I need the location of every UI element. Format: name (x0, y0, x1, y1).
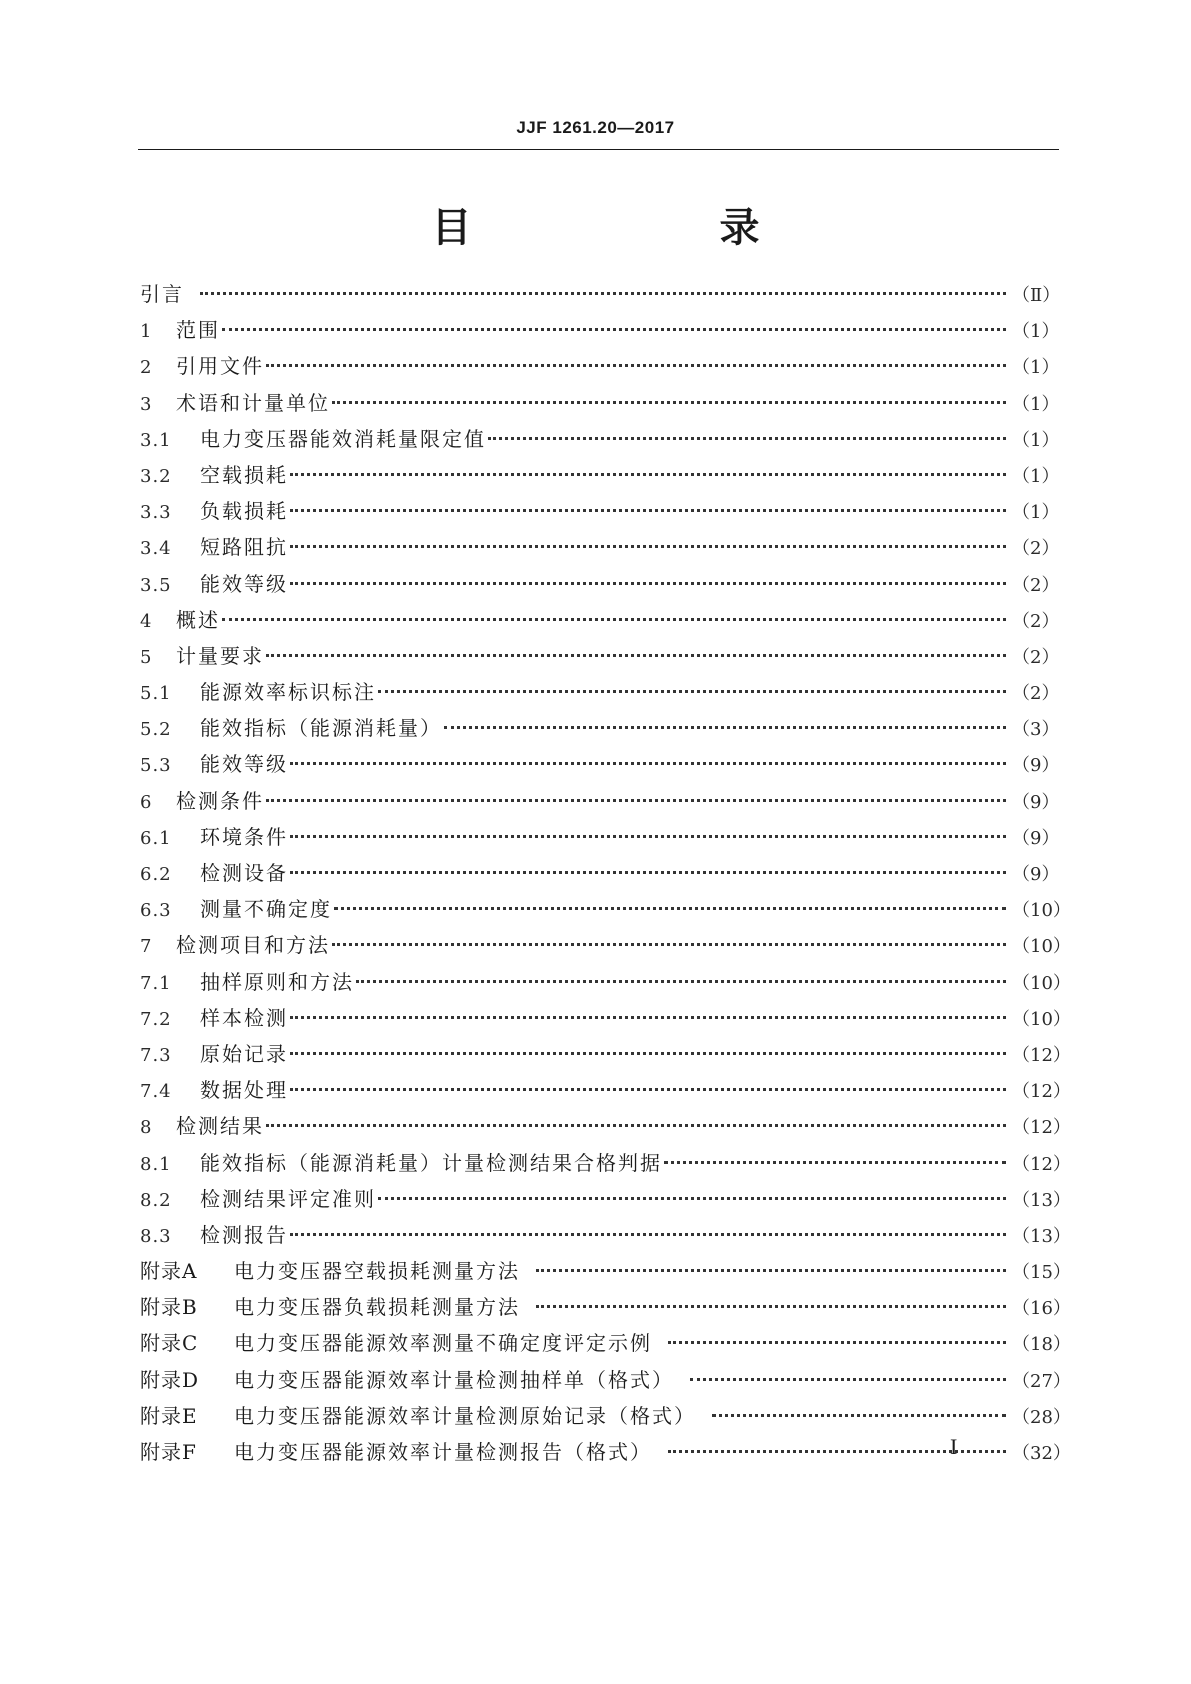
toc-section-number: 6.3 (140, 900, 172, 922)
dot-leader (290, 815, 1006, 838)
toc-entry[interactable] (140, 276, 1061, 312)
toc-entry[interactable] (140, 1108, 1071, 1144)
toc-page-number: （16） (1012, 1298, 1071, 1320)
toc-page-number: （15） (1012, 1262, 1071, 1284)
dot-leader (290, 489, 1006, 512)
toc-page-number: （13） (1012, 1225, 1071, 1247)
toc-entry[interactable] (140, 1000, 1071, 1036)
dot-leader (334, 887, 1006, 910)
toc-page-number: （10） (1012, 936, 1071, 958)
dot-leader (200, 272, 1006, 295)
dot-leader (444, 706, 1006, 729)
toc-entry-title: 空载损耗 (200, 462, 288, 487)
toc-entry-title: 负载损耗 (200, 499, 288, 524)
toc-page-number: （2） (1012, 683, 1060, 705)
toc-entry[interactable] (140, 566, 1060, 602)
toc-appendix-number: 附录D (140, 1367, 200, 1392)
toc-section-number: 7.1 (140, 972, 172, 994)
toc-page-number: （1） (1012, 502, 1060, 524)
toc-section-number: 8.3 (140, 1225, 172, 1247)
toc-entry-title: 能效等级 (200, 571, 288, 596)
toc-section-number: 4 (140, 610, 153, 632)
toc-appendix-number: 附录B (140, 1295, 198, 1320)
toc-page-number: （1） (1012, 429, 1060, 451)
toc-page-number: （12） (1012, 1153, 1071, 1175)
toc-section-number: 3 (140, 393, 153, 415)
toc-section-number: 8.2 (140, 1189, 172, 1211)
toc-page-number: （2） (1012, 538, 1060, 560)
toc-entry-title: 检测报告 (200, 1222, 288, 1247)
dot-leader (332, 381, 1006, 404)
toc-entry[interactable] (140, 348, 1060, 384)
toc-entry[interactable] (140, 1036, 1071, 1072)
toc-page-number: （28） (1012, 1406, 1071, 1428)
toc-section-number: 6.1 (140, 827, 172, 849)
toc-section-number: 3.2 (140, 465, 172, 487)
toc-section-number: 2 (140, 357, 153, 379)
toc-entry-title: 数据处理 (200, 1078, 288, 1103)
dot-leader (332, 923, 1006, 946)
toc-entry[interactable] (140, 638, 1060, 674)
toc-entry-title: 能效指标（能源消耗量）计量检测结果合格判据 (200, 1150, 662, 1175)
toc-entry-title: 环境条件 (200, 824, 288, 849)
toc-entry[interactable] (140, 1217, 1071, 1253)
toc-page-number: （27） (1012, 1370, 1071, 1392)
toc-entry[interactable] (140, 964, 1071, 1000)
toc-section-number: 5.3 (140, 755, 172, 777)
toc-entry-title: 检测项目和方法 (176, 933, 330, 958)
toc-page-number: （1） (1012, 321, 1060, 343)
toc-section-number: 1 (140, 321, 153, 343)
toc-entry[interactable] (140, 1398, 1071, 1434)
toc-entry[interactable] (140, 855, 1060, 891)
dot-leader (266, 344, 1006, 367)
dot-leader (356, 960, 1006, 983)
toc-entry-title: 引用文件 (176, 354, 264, 379)
toc-page-number: （3） (1012, 719, 1060, 741)
toc-entry[interactable] (140, 1253, 1071, 1289)
toc-entry-title: 检测设备 (200, 861, 288, 885)
toc-entry[interactable] (140, 1434, 1071, 1470)
dot-leader (664, 1141, 1006, 1164)
toc-section-number: 6 (140, 791, 153, 813)
toc-entry-title: 原始记录 (200, 1041, 288, 1066)
toc-entry-title: 电力变压器负载损耗测量方法 (234, 1295, 520, 1320)
toc-section-number: 5 (140, 646, 153, 668)
toc-appendix-number: 附录C (140, 1331, 199, 1356)
toc-section-number: 5.1 (140, 683, 172, 705)
dot-leader (222, 308, 1006, 331)
toc-entry-title: 样本检测 (200, 1005, 288, 1030)
toc-section-number: 7 (140, 936, 153, 958)
toc-section-number: 6.2 (140, 864, 172, 885)
dot-leader (266, 779, 1006, 802)
toc-entry[interactable] (140, 1289, 1071, 1325)
toc-entry-title: 电力变压器能源效率计量检测原始记录（格式） (234, 1403, 696, 1428)
dot-leader (290, 851, 1006, 874)
header-rule (138, 149, 1059, 150)
toc-entry-title: 能效指标（能源消耗量） (200, 716, 442, 741)
dot-leader (290, 1068, 1006, 1091)
toc-entry-title: 电力变压器能效消耗量限定值 (200, 426, 486, 451)
toc-entry-title: 电力变压器能源效率测量不确定度评定示例 (234, 1331, 652, 1356)
toc-page-number: （9） (1012, 755, 1060, 777)
toc-section-number: 7.2 (140, 1008, 172, 1030)
toc-appendix-number: 附录E (140, 1403, 198, 1428)
dot-leader (290, 562, 1006, 585)
running-header: JJF 1261.20—2017 (516, 118, 675, 137)
toc-entry-title: 引言 (140, 282, 184, 306)
toc-entry[interactable] (140, 927, 1071, 963)
toc-page-number: （2） (1012, 646, 1060, 668)
toc-page-number: （Ⅱ） (1012, 285, 1061, 306)
toc-page-number: （9） (1012, 827, 1060, 849)
toc-entry[interactable] (140, 746, 1060, 782)
dot-leader (290, 1032, 1006, 1055)
toc-entry[interactable] (140, 891, 1071, 927)
toc-page-number: （10） (1012, 900, 1071, 922)
toc-page-number: （1） (1012, 393, 1060, 415)
dot-leader (290, 1213, 1006, 1236)
toc-entry-title: 能效等级 (200, 752, 288, 777)
toc-entry[interactable] (140, 1325, 1071, 1361)
toc-page-number: （9） (1012, 791, 1060, 813)
toc-section-number: 3.4 (140, 538, 172, 560)
toc-entry[interactable] (140, 457, 1060, 493)
toc-section-number: 3.1 (140, 429, 172, 451)
toc-section-number: 5.2 (140, 719, 172, 741)
toc-entry[interactable] (140, 493, 1060, 529)
toc-entry-title: 概述 (176, 607, 220, 632)
toc-entry-title: 测量不确定度 (200, 897, 332, 922)
toc-entry[interactable] (140, 819, 1060, 855)
toc-entry[interactable] (140, 385, 1060, 421)
toc-entry-title: 检测条件 (176, 788, 264, 813)
toc-entry-title: 短路阻抗 (200, 535, 288, 560)
dot-leader (668, 1321, 1006, 1344)
toc-entry[interactable] (140, 1362, 1071, 1398)
dot-leader (690, 1358, 1006, 1381)
page-number: I (950, 1434, 958, 1459)
dot-leader (290, 742, 1006, 765)
toc-section-number: 7.3 (140, 1044, 172, 1066)
toc-page-number: （10） (1012, 972, 1071, 994)
toc-entry-title: 检测结果 (176, 1114, 264, 1139)
dot-leader (290, 996, 1006, 1019)
table-of-contents (140, 276, 1071, 1470)
toc-entry-title: 抽样原则和方法 (200, 969, 354, 994)
toc-entry[interactable] (140, 783, 1060, 819)
dot-leader (290, 453, 1006, 476)
dot-leader (222, 598, 1006, 621)
toc-section-number: 3.3 (140, 502, 172, 524)
toc-page-number: （12） (1012, 1081, 1071, 1103)
toc-entry[interactable] (140, 1072, 1071, 1108)
toc-entry[interactable] (140, 674, 1060, 710)
toc-page-number: （1） (1012, 465, 1060, 487)
toc-page-number: （9） (1012, 864, 1060, 885)
toc-entry-title: 电力变压器能源效率计量检测抽样单（格式） (234, 1367, 674, 1392)
dot-leader (266, 634, 1006, 657)
toc-appendix-number: 附录F (140, 1440, 197, 1464)
dot-leader (378, 1177, 1006, 1200)
dot-leader (536, 1249, 1006, 1272)
toc-entry-title: 能源效率标识标注 (200, 680, 376, 705)
toc-entry[interactable] (140, 529, 1060, 565)
toc-section-number: 7.4 (140, 1081, 172, 1103)
toc-entry[interactable] (140, 602, 1060, 638)
toc-page-number: （1） (1012, 357, 1060, 379)
toc-entry-title: 电力变压器能源效率计量检测报告（格式） (234, 1440, 652, 1464)
toc-page-number: （32） (1012, 1443, 1071, 1464)
toc-appendix-number: 附录A (140, 1259, 198, 1284)
toc-entry-title: 检测结果评定准则 (200, 1186, 376, 1211)
toc-page-number: （12） (1012, 1117, 1071, 1139)
toc-page-number: （13） (1012, 1189, 1071, 1211)
toc-page-number: （12） (1012, 1044, 1071, 1066)
toc-section-number: 3.5 (140, 574, 172, 596)
toc-section-number: 8.1 (140, 1153, 172, 1175)
toc-page-number: （18） (1012, 1334, 1071, 1356)
toc-entry-title: 范围 (176, 318, 220, 343)
dot-leader (536, 1285, 1006, 1308)
dot-leader (290, 525, 1006, 548)
toc-entry[interactable] (140, 312, 1060, 348)
toc-entry[interactable] (140, 1145, 1071, 1181)
toc-entry[interactable] (140, 421, 1060, 457)
dot-leader (266, 1104, 1006, 1127)
dot-leader (712, 1394, 1006, 1417)
dot-leader (378, 670, 1006, 693)
toc-entry-title: 电力变压器空载损耗测量方法 (234, 1259, 520, 1284)
toc-page-number: （10） (1012, 1008, 1071, 1030)
toc-entry-title: 术语和计量单位 (176, 390, 330, 415)
toc-title: 目 录 (431, 205, 816, 251)
toc-page-number: （2） (1012, 610, 1060, 632)
toc-entry[interactable] (140, 710, 1060, 746)
toc-entry-title: 计量要求 (176, 643, 264, 668)
toc-page-number: （2） (1012, 574, 1060, 596)
dot-leader (488, 417, 1006, 440)
toc-section-number: 8 (140, 1117, 153, 1139)
toc-entry[interactable] (140, 1181, 1071, 1217)
